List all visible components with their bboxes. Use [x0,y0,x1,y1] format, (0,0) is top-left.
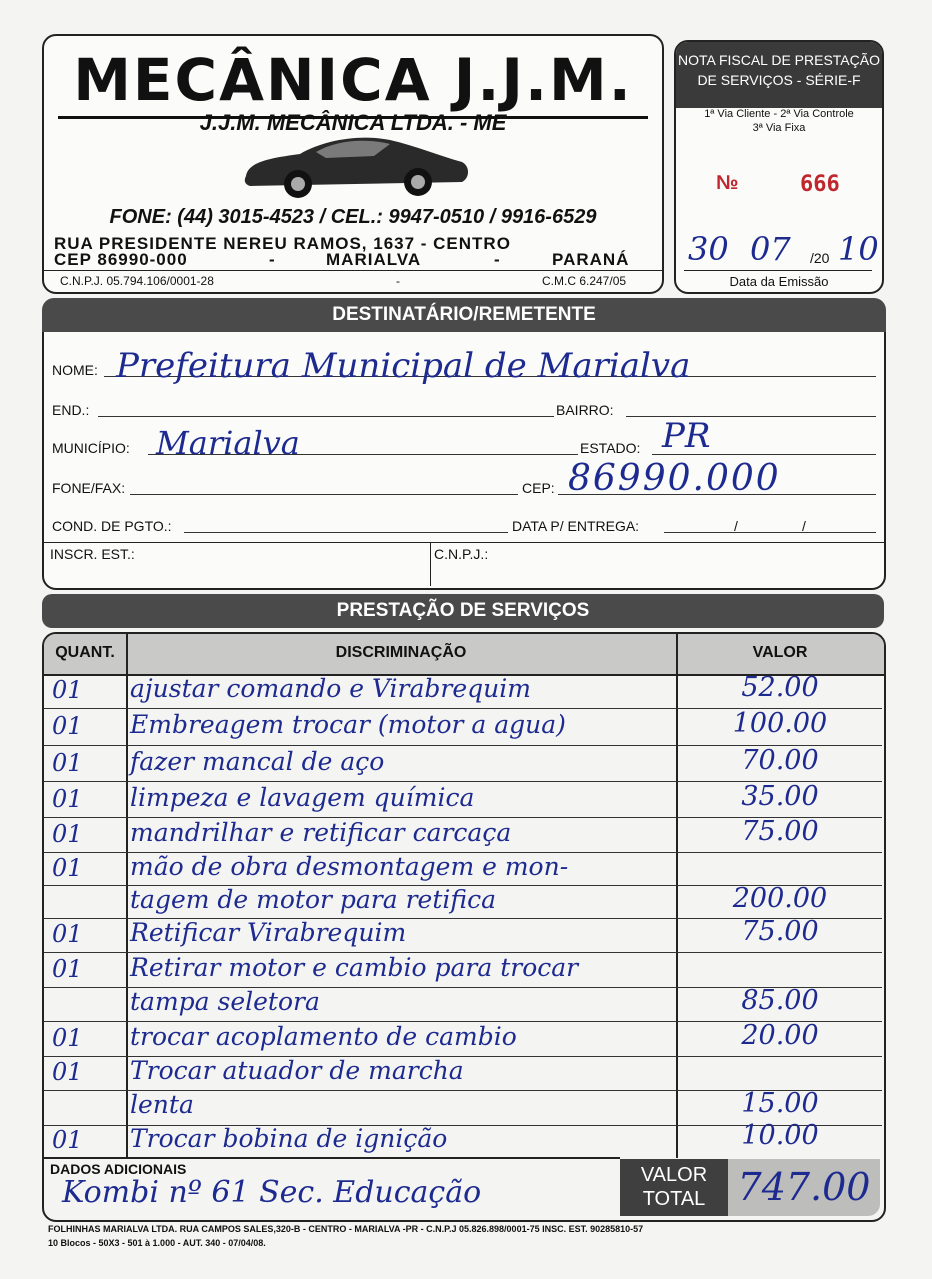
car-illustration [240,130,472,200]
copies-line2: 3ª Via Fixa [752,122,806,134]
row-description: limpeza e lavagem química [130,783,475,812]
recipient-section [42,298,886,590]
row-quantity: 01 [52,1058,83,1086]
additional-data [44,1157,620,1219]
row-value: 15.00 [741,1088,819,1119]
issue-day: 30 [688,230,729,268]
row-quantity: 01 [52,785,83,813]
invoice-title-line1: NOTA FISCAL DE PRESTAÇÃO [677,52,880,68]
name-label: NOME: [52,362,98,378]
row-value: 52.00 [741,672,819,703]
row-description: lenta [130,1090,194,1119]
row-description: Embreagem trocar (motor a agua) [130,710,566,739]
row-quantity: 01 [52,749,83,777]
city-label: MUNICÍPIO: [52,440,130,456]
row-description: Trocar atuador de marcha [130,1056,464,1085]
phone-line [130,494,518,495]
row-value: 100.00 [732,708,828,739]
additional-data-label: DADOS ADICIONAIS [50,1161,187,1177]
delivery-date-label: DATA P/ ENTREGA: [512,518,640,534]
total-label-line2: TOTAL [642,1188,706,1210]
recipient-title: DESTINATÁRIO/REMETENTE [42,298,886,332]
legal-name: J.J.M. MECÂNICA LTDA. - ME [199,110,507,135]
brand-title: MECÂNICA J.J.M. [73,46,633,114]
issue-month: 07 [750,230,791,268]
header-description: DISCRIMINAÇÃO [335,644,467,661]
row-quantity: 01 [52,820,83,848]
issue-date-label: Data da Emissão [729,274,829,289]
recipient-city: Marialva [156,424,300,462]
delivery-date-line [664,532,876,533]
issue-date-line [684,270,872,271]
delivery-date-slash: / [802,518,806,534]
row-quantity: 01 [52,854,83,882]
row-quantity: 01 [52,1126,83,1154]
payment-terms-label: COND. DE PGTO.: [52,518,172,534]
recipient-cep: 86990.000 [568,458,781,499]
invoice-title-line2: DE SERVIÇOS - SÉRIE-F [697,72,861,88]
recipient-vdivider [430,542,431,586]
row-value: 200.00 [732,883,828,914]
address: RUA PRESIDENTE NEREU RAMOS, 1637 - CENTRO [54,234,511,253]
additional-data-text: Kombi nº 61 Sec. Educação [62,1175,482,1210]
phone-label: FONE/FAX: [52,480,126,496]
separator: - [269,250,276,269]
row-quantity: 01 [52,955,83,983]
row-value: 75.00 [741,916,819,947]
row-description: Trocar bobina de ignição [130,1124,448,1153]
company-cnpj: C.N.P.J. 05.794.106/0001-28 [60,274,214,288]
payment-terms-line [184,532,508,533]
state: PARANÁ [552,250,630,269]
row-description: ajustar comando e Virabrequim [130,674,531,703]
invoice-number-label: № [716,172,739,194]
total-label-line1: VALOR [640,1164,708,1186]
header-quantity: QUANT. [55,644,115,661]
row-description: trocar acoplamento de cambio [130,1022,517,1051]
phones: FONE: (44) 3015-4523 / CEL.: 9947-0510 / 9916-6529 [109,206,597,228]
copies-line1: 1ª Via Cliente - 2ª Via Controle [704,108,854,120]
row-value: 70.00 [741,745,819,776]
separator: - [396,274,400,288]
cep-line [54,250,654,270]
row-quantity: 01 [52,712,83,740]
row-value: 10.00 [741,1120,819,1151]
state-registration-label: INSCR. EST.: [50,546,135,562]
address-line [98,416,554,417]
invoice-number: 666 [800,172,840,197]
row-description: Retificar Virabrequim [130,918,407,947]
issue-year-prefix: /20 [810,250,830,266]
company-cmc: C.M.C 6.247/05 [542,274,627,288]
row-value: 85.00 [741,985,819,1016]
state-label: ESTADO: [580,440,641,456]
separator: - [494,250,501,269]
recipient-state: PR [662,416,711,456]
issue-year: 10 [838,230,879,268]
row-description: fazer mancal de aço [130,747,385,776]
header-value: VALOR [752,644,808,661]
city: MARIALVA [326,250,422,269]
invoice-title [676,42,882,108]
row-description: Retirar motor e cambio para trocar [130,953,579,982]
row-description: mão de obra desmontagem e mon- [130,852,569,881]
row-description: tampa seletora [130,987,320,1016]
col-divider-value [676,634,678,1158]
services-title: PRESTAÇÃO DE SERVIÇOS [42,594,884,628]
row-value: 20.00 [741,1020,819,1051]
invoice-info [674,40,884,294]
total-value: 747.00 [737,1165,871,1209]
col-divider-quantity [126,634,128,1158]
district-label: BAIRRO: [556,402,614,418]
printer-footer-line1: FOLHINHAS MARIALVA LTDA. RUA CAMPOS SALES,320-B - CENTRO - MARIALVA -PR - C.N.P.J 05.826.898/0001-75 INSC. EST. 90285810-57 [48,1224,644,1234]
header-divider [44,270,662,271]
row-value: 75.00 [741,816,819,847]
row-description: tagem de motor para retifica [130,885,496,914]
row-description: mandrilhar e retificar carcaça [130,818,512,847]
row-quantity: 01 [52,1024,83,1052]
row-quantity: 01 [52,676,83,704]
company-header [42,34,664,294]
cep: CEP 86990-000 [54,250,188,269]
total-label-box [620,1159,728,1216]
address-label: END.: [52,402,90,418]
recipient-divider [44,542,884,543]
cep-label: CEP: [522,480,555,496]
row-value: 35.00 [741,781,819,812]
total-value-box [728,1159,880,1216]
delivery-date-slash: / [734,518,738,534]
recipient-name: Prefeitura Municipal de Marialva [116,346,691,386]
printer-footer-line2: 10 Blocos - 50X3 - 501 à 1.000 - AUT. 340 - 07/04/08. [48,1238,266,1248]
recipient-cnpj-label: C.N.P.J.: [434,546,489,562]
row-quantity: 01 [52,920,83,948]
